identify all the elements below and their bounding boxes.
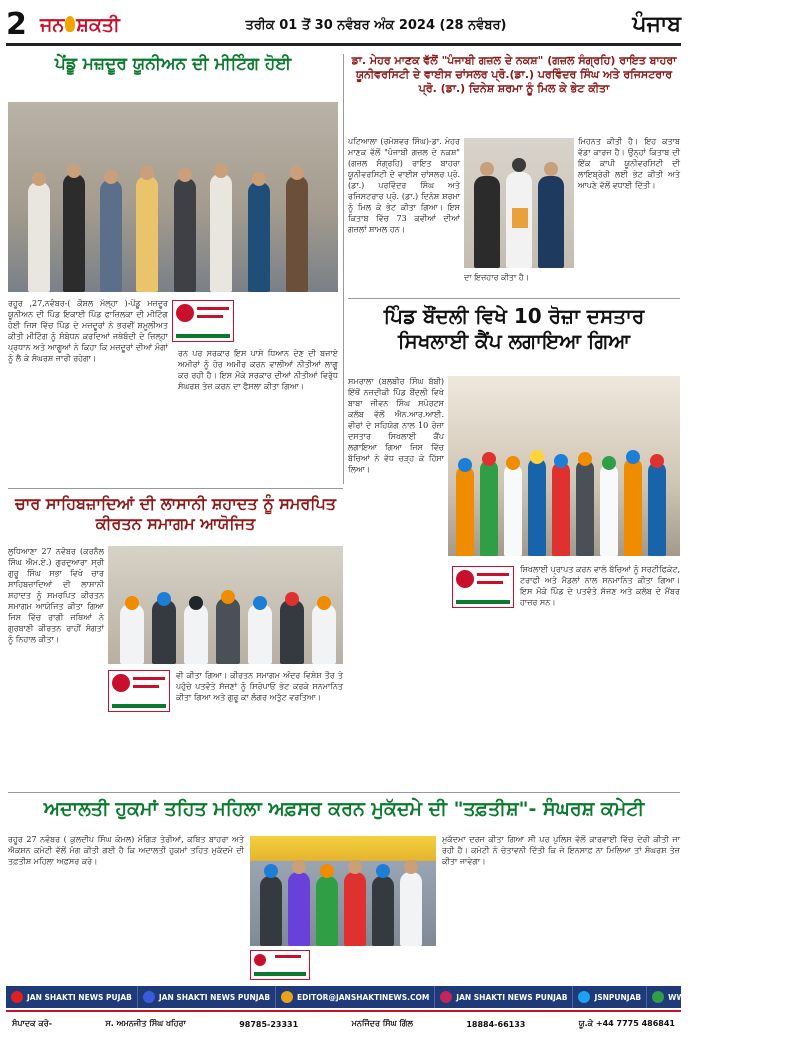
page-number: 2 (6, 7, 27, 42)
story-union-meeting (8, 54, 338, 484)
body-column-1: ਰਹੂਰ 27 ਨਵੰਬਰ ( ਕੁਲਦੀਪ ਸਿੰਘ ਕੋਮਲ) ਮੋਗਿੜ ਤੇਰੀਆਂ, ਕਬਿਤ ਬਾਹਰਾ ਅਤੇ ਐਕਸ਼ਨ ਕਮੇਟੀ ਵੱਲੋਂ ਮੰਗ ਕੀਤੀ ਗਈ ਹੈ ਕਿ ਅਦਾਲਤੀ ਹੁਕਮਾਂ ਤਹਿਤ ਮੁਕੱਦਮੇ ਦੀ ਤਫ਼ਤੀਸ਼ ਮਹਿਲਾ ਅਫ਼ਸਰ ਕਰੇ। (8, 835, 244, 866)
headline: ਚਾਰ ਸਾਹਿਬਜ਼ਾਦਿਆਂ ਦੀ ਲਾਸਾਨੀ ਸ਼ਹਾਦਤ ਨੂੰ ਸਮਰਪਿਤ ਕੀਰਤਨ ਸਮਾਗਮ ਆਯੋਜਿਤ (14, 494, 337, 533)
section-divider (8, 488, 343, 489)
group-photo (8, 102, 338, 292)
jan-shakti-badge (108, 670, 170, 712)
youtube-icon (11, 991, 23, 1003)
body-column-1: ਪਟਿਆਲਾ (ਰਮੇਸ਼ਵਰ ਸਿੰਘ)-ਡਾ. ਮੇਹਰ ਮਾਣਕ ਵੱਲੋਂ "ਪੰਜਾਬੀ ਗਜ਼ਲ ਦੇ ਨਕਸ਼" (ਗਜ਼ਲ ਸੰਗ੍ਰਹਿ) ਰਾਇਤ ਬਾਹਰਾ ਯੂਨੀਵਰਸਿਟੀ ਦੇ ਵਾਈਸ ਚਾਂਸਲਰ ਪ੍ਰੋ.(ਡਾ.) ਪਰਵਿੰਦਰ ਸਿੰਘ ਅਤੇ ਰਜਿਸਟਰਾਰ ਪ੍ਰੋ. (ਡਾ.) ਦਿਨੇਸ਼ ਸ਼ਰਮਾ ਨੂੰ ਮਿਲ ਕੇ ਭੇਟ ਕੀਤਾ ਗਿਆ। ਇਸ ਕਿਤਾਬ ਵਿੱਚ 73 ਕਵੀਆਂ ਦੀਆਂ ਗਜ਼ਲਾਂ ਸ਼ਾਮਲ ਹਨ। (348, 137, 460, 234)
logo-text-jan: ਜਨ (40, 14, 65, 36)
kirtan-photo (108, 546, 343, 664)
masthead (6, 6, 681, 46)
social-facebook[interactable]: JAN SHAKTI NEWS PUNJAB (138, 986, 276, 1008)
headline: ਅਦਾਲਤੀ ਹੁਕਮਾਂ ਤਹਿਤ ਮਹਿਲਾ ਅਫ਼ਸਰ ਕਰਨ ਮੁਕੱਦਮੇ ਦੀ "ਤਫ਼ਤੀਸ਼"- ਸੰਘਰਸ਼ ਕਮੇਟੀ (43, 798, 645, 820)
manager-name: ਮਨਜਿੰਦਰ ਸਿੰਘ ਗਿੱਲ (351, 1019, 413, 1028)
phone-1: 98785-23331 (239, 1019, 299, 1029)
body-column-2: ਵੀ ਕੀਤਾ ਗਿਆ। ਕੀਰਤਨ ਸਮਾਗਮ ਅੰਦਰ ਵਿਸ਼ੇਸ਼ ਤੌਰ ਤੇ ਪਹੁੰਚੇ ਪਤਵੰਤੇ ਸੱਜਣਾਂ ਨੂੰ ਸਿਰੋਪਾਓ ਭੇਟ ਕਰਕੇ ਸਨਮਾਨਿਤ ਕੀਤਾ ਗਿਆ ਅਤੇ ਗੁਰੂ ਕਾ ਲੰਗਰ ਅਤੁੱਟ ਵਰਤਿਆ। (176, 671, 343, 702)
jan-shakti-badge (172, 300, 234, 342)
uk-phone: ਯੂ.ਕੇ +44 7775 486841 (578, 1019, 675, 1028)
phone-2: 18884-66133 (466, 1019, 526, 1029)
body-column-2: ਸਿਖਲਾਈ ਪ੍ਰਾਪਤ ਕਰਨ ਵਾਲੇ ਬੱਚਿਆਂ ਨੂੰ ਸਰਟੀਫਿਕੇਟ, ਟਰਾਫੀ ਅਤੇ ਮੈਡਲਾਂ ਨਾਲ ਸਨਮਾਨਿਤ ਕੀਤਾ ਗਿਆ। ਇਸ ਮੌਕੇ ਪਿੰਡ ਦੇ ਪਤਵੰਤੇ ਸੱਜਣ ਅਤੇ ਕਲੱਬ ਦੇ ਮੈਂਬਰ ਹਾਜ਼ਰ ਸਨ। (520, 565, 680, 607)
book-presentation-photo (464, 138, 574, 268)
social-bar (6, 986, 789, 1008)
body-column-2: ਮੁਕੱਦਮਾ ਦਰਜ ਕੀਤਾ ਗਿਆ ਸੀ ਪਰ ਪੁਲਿਸ ਵੱਲੋਂ ਕਾਰਵਾਈ ਵਿੱਚ ਦੇਰੀ ਕੀਤੀ ਜਾ ਰਹੀ ਹੈ। ਕਮੇਟੀ ਨੇ ਚੇਤਾਵਨੀ ਦਿੱਤੀ ਕਿ ਜੇ ਇਨਸਾਫ਼ ਨਾ ਮਿਲਿਆ ਤਾਂ ਸੰਘਰਸ਼ ਤੇਜ਼ ਕੀਤਾ ਜਾਵੇਗਾ। (442, 835, 680, 866)
story-kirtan (8, 494, 343, 786)
body-column-1: ਰਹੂਰ ,27,ਨਵੰਬਰ-( ਕੌਸ਼ਲ ਮੱਲ੍ਹਾ )-ਪੇਂਡੂ ਮਜ਼ਦੂਰ ਯੂਨੀਅਨ ਦੀ ਪਿੰਡ ਇਕਾਈ ਪਿੰਡ ਫਾਜ਼ਿਲਕਾ ਦੀ ਮੀਟਿੰਗ ਹੋਈ ਜਿਸ ਵਿੱਚ ਪਿੰਡ ਦੇ ਮਜ਼ਦੂਰਾਂ ਨੇ ਭਰਵੀਂ ਸ਼ਮੂਲੀਅਤ ਕੀਤੀ ਮੀਟਿੰਗ ਨੂੰ ਸੰਬੋਧਨ ਕਰਦਿਆਂ ਜਥੇਬੰਦੀ ਦੇ ਜ਼ਿਲ੍ਹਾ ਪ੍ਰਧਾਨ ਅਤੇ ਆਗੂਆਂ ਨੇ ਕਿਹਾ ਕਿ ਮਜ਼ਦੂਰਾਂ ਦੀਆਂ ਮੰਗਾਂ ਨੂੰ ਲੈ ਕੇ ਸੰਘਰਸ਼ ਜਾਰੀ ਰਹੇਗਾ। (8, 299, 168, 363)
body-column-1b (348, 572, 444, 724)
committee-photo (250, 836, 436, 946)
jan-shakti-badge (250, 950, 310, 980)
headline: ਪਿੰਡ ਬੌਂਦਲੀ ਵਿਖੇ 10 ਰੋਜ਼ਾ ਦਸਤਾਰ ਸਿਖਲਾਈ ਕੈਂਪ ਲਗਾਇਆ ਗਿਆ (383, 304, 645, 353)
photo-caption: ਦਾ ਇਜ਼ਹਾਰ ਕੀਤਾ ਹੈ। (464, 273, 530, 282)
section-name: ਪੰਜਾਬ (632, 12, 681, 37)
social-email[interactable]: EDITOR@JANSHAKTINEWS.COM (276, 986, 435, 1008)
social-twitter[interactable]: JSNPUNJAB (573, 986, 647, 1008)
body-column-2: ਰਨ ਪਰ ਸਰਕਾਰ ਇਸ ਪਾਸੇ ਧਿਆਨ ਦੇਣ ਦੀ ਬਜਾਏ ਅਮੀਰਾਂ ਨੂੰ ਹੋਰ ਅਮੀਰ ਕਰਨ ਵਾਲੀਆਂ ਨੀਤੀਆਂ ਲਾਗੂ ਕਰ ਰਹੀ ਹੈ। ਇਸ ਮੌਕੇ ਸਰਕਾਰ ਦੀਆਂ ਨੀਤੀਆਂ ਵਿਰੁੱਧ ਸੰਘਰਸ਼ ਤੇਜ਼ ਕਰਨ ਦਾ ਫੈਸਲਾ ਕੀਤਾ ਗਿਆ। (178, 349, 338, 391)
info-bar (6, 1010, 681, 1036)
twitter-icon (578, 991, 590, 1003)
instagram-icon (440, 991, 452, 1003)
camp-group-photo (448, 376, 680, 556)
headline: ਪੇਂਡੂ ਮਜ਼ਦੂਰ ਯੂਨੀਅਨ ਦੀ ਮੀਟਿੰਗ ਹੋਈ (54, 54, 292, 74)
story-dastar-camp (348, 304, 680, 724)
flame-icon (65, 16, 75, 32)
column-divider (343, 54, 344, 484)
social-web[interactable]: WWW.JANSHAKTINEWS.COM (647, 986, 793, 1008)
facebook-icon (143, 991, 155, 1003)
headline: ਡਾ. ਮੇਹਰ ਮਾਣਕ ਵੱਲੋਂ "ਪੰਜਾਬੀ ਗਜ਼ਲ ਦੇ ਨਕਸ਼" (ਗਜ਼ਲ ਸੰਗ੍ਰਹਿ) ਰਾਇਤ ਬਾਹਰਾ ਯੂਨੀਵਰਸਿਟੀ ਦੇ ਵਾਈਸ ਚਾਂਸਲਰ ਪ੍ਰੋ.(ਡਾ.) ਪਰਵਿੰਦਰ ਸਿੰਘ ਅਤੇ ਰਜਿਸਟਰਾਰ ਪ੍ਰੋ. (ਡਾ.) ਦਿਨੇਸ਼ ਸ਼ਰਮਾ ਨੂੰ ਮਿਲ ਕੇ ਭੇਟ ਕੀਤਾ (351, 54, 677, 95)
social-youtube[interactable]: JAN SHAKTI NEWS PUJAB (6, 986, 138, 1008)
web-icon (652, 991, 664, 1003)
chief-editor: ਸ. ਅਮਨਜੀਤ ਸਿੰਘ ਖਹਿਰਾ (105, 1019, 186, 1028)
body-column-1: ਸਮਰਾਲਾ (ਬਲਬੀਰ ਸਿੰਘ ਬੱਬੀ) ਇੱਥੋਂ ਨਜ਼ਦੀਕੀ ਪਿੰਡ ਬੌਂਦਲੀ ਵਿਖੇ ਬਾਬਾ ਜੀਵਨ ਸਿੰਘ ਸਪੋਰਟਸ ਕਲੱਬ ਵੱਲੋਂ ਐਨ.ਆਰ.ਆਈ. ਵੀਰਾਂ ਦੇ ਸਹਿਯੋਗ ਨਾਲ 10 ਰੋਜ਼ਾ ਦਸਤਾਰ ਸਿਖਲਾਈ ਕੈਂਪ ਲਗਾਇਆ ਗਿਆ ਜਿਸ ਵਿੱਚ ਬੱਚਿਆਂ ਨੇ ਵੱਧ ਚੜ੍ਹ ਕੇ ਹਿੱਸਾ ਲਿਆ। (348, 377, 444, 474)
section-divider (348, 298, 680, 299)
editor-label: ਸੰਪਾਦਕ ਕਰੋ- (12, 1019, 53, 1028)
story-committee (8, 798, 680, 982)
issue-date: ਤਰੀਕ 01 ਤੋਂ 30 ਨਵੰਬਰ ਅੰਕ 2024 (28 ਨਵੰਬਰ) (245, 18, 507, 33)
newspaper-logo (40, 12, 120, 38)
body-column-1: ਲੁਧਿਆਣਾ 27 ਨਵੰਬਰ (ਕਰਨੈਲ ਸਿੰਘ ਐਮ.ਏ.) ਗੁਰਦੁਆਰਾ ਸ੍ਰੀ ਗੁਰੂ ਸਿੰਘ ਸਭਾ ਵਿਖੇ ਚਾਰ ਸਾਹਿਬਜ਼ਾਦਿਆਂ ਦੀ ਲਾਸਾਨੀ ਸ਼ਹਾਦਤ ਨੂੰ ਸਮਰਪਿਤ ਕੀਰਤਨ ਸਮਾਗਮ ਆਯੋਜਿਤ ਕੀਤਾ ਗਿਆ ਜਿਸ ਵਿੱਚ ਰਾਗੀ ਜਥਿਆਂ ਨੇ ਗੁਰਬਾਣੀ ਕੀਰਤਨ ਰਾਹੀਂ ਸੰਗਤਾਂ ਨੂੰ ਨਿਹਾਲ ਕੀਤਾ। (8, 547, 104, 644)
email-icon (281, 991, 293, 1003)
section-divider (8, 792, 680, 793)
social-instagram[interactable]: JAN SHAKTI NEWS PUNJAB (435, 986, 573, 1008)
story-gazal-book (348, 54, 680, 294)
body-column-2: ਮਿਹਨਤ ਕੀਤੀ ਹੈ। ਇਹ ਕਤਾਬ ਵੱਡਾ ਕਾਰਜ ਹੈ। ਉਨ੍ਹਾਂ ਕਿਤਾਬ ਦੀ ਇੱਕ ਕਾਪੀ ਯੂਨੀਵਰਸਿਟੀ ਦੀ ਲਾਇਬ੍ਰੇਰੀ ਲਈ ਭੇਟ ਕੀਤੀ ਅਤੇ ਆਪਣੇ ਵੱਲੋਂ ਵਧਾਈ ਦਿੱਤੀ। (578, 137, 680, 190)
footer (6, 986, 789, 1038)
jan-shakti-badge (452, 566, 514, 608)
logo-text-shakti: ਸ਼ਕਤੀ (76, 14, 120, 36)
